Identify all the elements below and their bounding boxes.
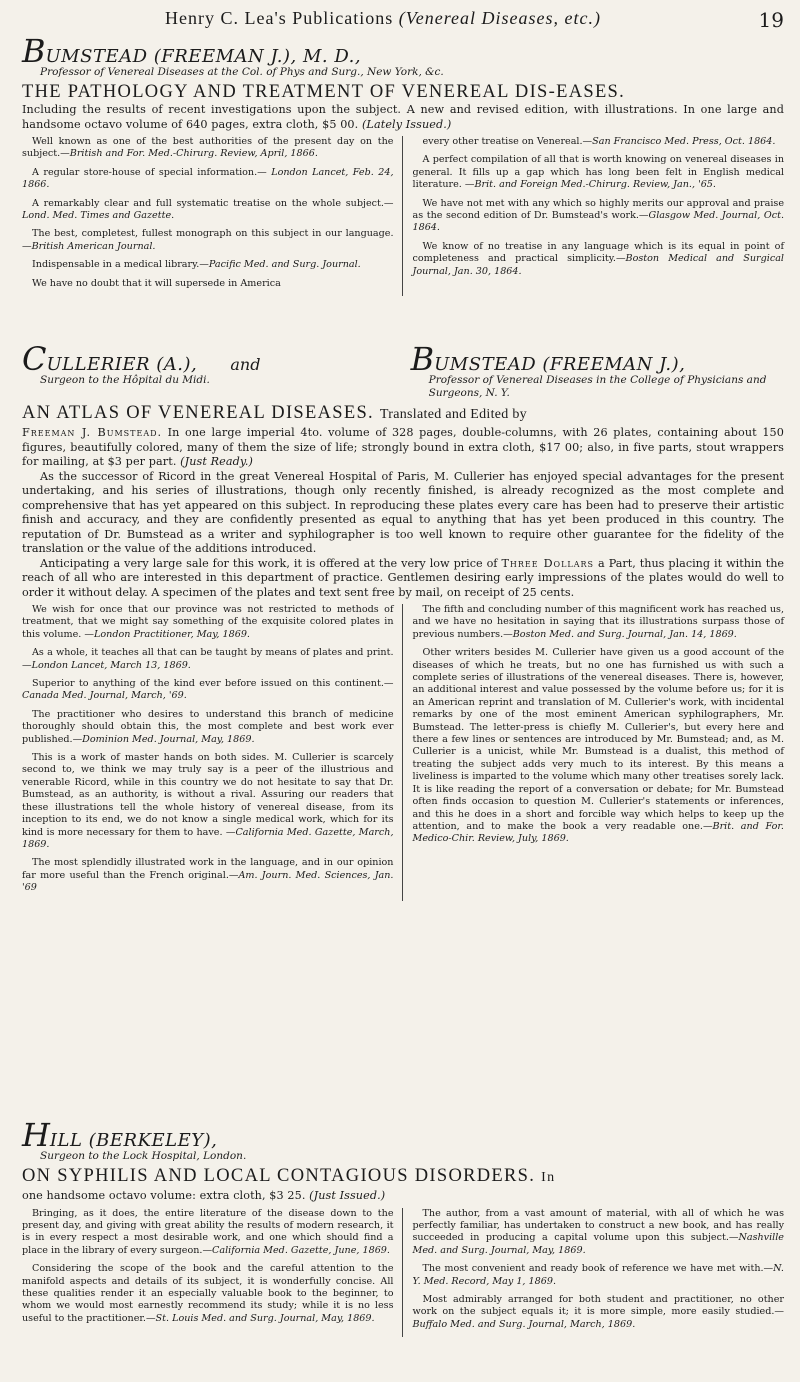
author-line [22, 32, 784, 70]
review-source: London Lancet, March 13, 1869. [31, 659, 191, 671]
review-quote [22, 647, 394, 672]
review-text: The most splendidly illustrated work in the language, and in our opinion far more useful than the French original.— [22, 857, 394, 881]
author-affiliation: Professor of Venereal Diseases in the College of Physicians and Surgeons, N. Y. [428, 374, 767, 399]
drop-initial: B [22, 32, 46, 70]
book-title: THE PATHOLOGY AND TREATMENT OF VENEREAL DIS-EASES. [22, 82, 626, 102]
drop-initial: H [22, 1116, 50, 1154]
book-title: ON SYPHILIS AND LOCAL CONTAGIOUS DISORDERS. [22, 1166, 536, 1186]
availability-note: (Just Issued.) [309, 1189, 386, 1202]
review-text: Indispensable in a medical library.— [32, 259, 209, 271]
review-source: Glasgow Med. Journal, Oct. 1864. [412, 210, 784, 234]
review-source: Canada Med. Journal, March, '69. [22, 690, 187, 702]
author-header-pair [22, 340, 784, 400]
review-column-left [22, 604, 403, 901]
review-source: Brit. and For. Medico-Chir. Review, July, 1869. [412, 820, 784, 845]
price-paragraph [22, 557, 784, 601]
review-text: Bringing, as it does, the entire literature of the disease down to the present day, and giving with great ability the results of modern research, it is in every respect a most desirable work, and one which should find a place in the library of every surgeon.— [22, 1207, 394, 1256]
description-text: In one large imperial 4to. volume of 328 pages, double-columns, with 26 plates, containing about 150 figures, beautifully colored, many of them the size of life; strongly bound in extra cloth, $17 00; also, in five parts, stout wrappers for mailing, at $3 per part. [22, 426, 784, 468]
review-source: Brit. and Foreign Med.-Chirurg. Review, Jan., '65. [474, 179, 716, 191]
review-text: A regular store-house of special information.— [32, 166, 272, 178]
review-text: Considering the scope of the book and the careful attention to the manifold aspects and details of its subject, it is wonderfully concise. All these qualities render it an especially valuable book to the beginner, to whom we would most earnestly recommend its study; while it is no less useful to the practitioner.— [22, 1263, 394, 1324]
description-text: one handsome octavo volume: extra cloth, $3 25. [22, 1189, 306, 1202]
review-quote [22, 752, 394, 851]
review-text: This is a work of master hands on both sides. M. Cullerier is scarcely second to, we think we may truly say is a peer of the illustrious and venerable Ricord, while in this country we do not hesitate to say that Dr. Bumstead, as an authority, is without a rival. Assuring our readers that these illustrations tell the whole history of venereal disease, from its inception to its end, we do not know a single medical work, which for its kind is more necessary for them to have. — [22, 752, 394, 838]
review-text: The author, from a vast amount of material, with all of which he was perfectly familiar, has undertaken to construct a new book, and has really succeeded in producing a capital volume upon this subject.— [412, 1207, 784, 1244]
review-source: London Lancet, Feb. 24, 1866. [22, 166, 394, 191]
review-source: Dominion Med. Journal, May, 1869. [82, 733, 255, 745]
running-head [22, 6, 784, 34]
price-text-post: a Part, thus placing it within the reach of all who are interested in this department of practice. Gentlemen desiring early impressions of the plates would do well to order it without delay. A specimen of the plates and text sent free by mail, on receipt of 25 cents. [22, 556, 785, 599]
review-text: We know of no treatise in any language which is its equal in point of completeness and practical simplicity.— [412, 240, 784, 265]
page [22, 0, 784, 1382]
review-quote [413, 1263, 785, 1288]
book-title-tail: In [541, 1170, 556, 1185]
review-columns [22, 136, 784, 296]
review-text: We have no doubt that it will supersede in America [32, 277, 281, 289]
author-affiliation: Professor of Venereal Diseases at the Col. of Phys and Surg., New York, &c. [40, 66, 444, 78]
review-source: California Med. Gazette, June, 1869. [212, 1244, 390, 1256]
review-text: We have not met with any which so highly merits our approval and praise as the second edition of Dr. Bumstead's work.— [412, 197, 784, 222]
review-quote [413, 647, 785, 846]
availability-note: (Just Ready.) [180, 455, 253, 468]
review-source: Buffalo Med. and Surg. Journal, March, 1869. [412, 1318, 636, 1330]
editor-name: Freeman J. Bumstead. [22, 426, 163, 439]
review-quote [22, 167, 394, 192]
review-text: Well known as one of the best authorities of the present day on the subject.— [22, 136, 394, 160]
review-text: A remarkably clear and full systematic treatise on the whole subject.— [32, 197, 394, 209]
review-quote [22, 709, 394, 746]
body-paragraph: As the successor of Ricord in the great Venereal Hospital of Paris, M. Cullerier has enjoyed special advantages for the present undertaking, and his series of illustrations, though only recently finished, is already recognized as the most complete and comprehensive that has yet appeared on this subject. In reproducing these plates every care has been had to preserve their artistic finish and accuracy, and they are confidently presented as equal to anything that has yet been produced in this country. The reputation of Dr. Bumstead as a writer and syphilographer is too well known to require other guarantee for the fidelity of the translation or the value of the additions introduced. [22, 469, 784, 555]
availability-note: (Lately Issued.) [361, 117, 452, 131]
book-entry-cullerier-atlas [22, 340, 785, 901]
book-title: AN ATLAS OF VENEREAL DISEASES. [22, 403, 374, 423]
review-column-right [413, 604, 785, 901]
book-entry-bumstead-pathology [22, 32, 784, 296]
review-column-left [22, 136, 403, 296]
review-source: N. Y. Med. Record, May 1, 1869. [412, 1263, 784, 1287]
author-block-bumstead [410, 340, 784, 400]
section-name: (Venereal Diseases, etc.) [398, 8, 601, 28]
review-text: Other writers besides M. Cullerier have given us a good account of the diseases of which he treats, but no one has furnished us with such a complete series of illustrations of the venereal diseases. There is, however, an additional interest and value possessed by the volume before us; for it is an American reprint and translation of M. Cullerier's work, with incidental remarks by one of the most eminent American syphilographers, Mr. Bumstead. The letter-press is chiefly M. Cullerier's, but every here and there a few lines or sentences are introduced by Mr. Bumstead; and, as M. Cullerier is a unicist, while Mr. Bumstead is a dualist, this method of treating the subject adds very much to its interest. By this means a liveliness is imparted to the volume which many other treatises sorely lack. It is like reading the report of a conversation or debate; for Mr. Bumstead often finds occasion to question M. Cullerier's statements or inferences, and this he does in a short and forcible way which helps to keep up the attention, and to make the book a very readable one.— [412, 647, 784, 832]
review-quote [413, 1294, 785, 1331]
review-columns [22, 1208, 784, 1338]
author-line [410, 340, 784, 378]
review-source: California Med. Gazette, March, 1869. [22, 826, 394, 850]
review-columns [22, 604, 784, 901]
review-source: Lond. Med. Times and Gazette. [22, 210, 175, 222]
drop-initial: C [22, 340, 47, 378]
author-name: ILL (BERKELEY), [49, 1130, 218, 1151]
price-text-pre: Anticipating a very large sale for this work, it is offered at the very low price of [40, 556, 498, 570]
review-quote [22, 136, 394, 161]
review-source: Boston Medical and Surgical Journal, Jan. 30, 1864. [412, 253, 784, 277]
author-name: UMSTEAD (FREEMAN J.), [434, 354, 686, 375]
review-text: The practitioner who desires to understand this branch of medicine thoroughly should obtain this, the most complete and best work ever published.— [22, 708, 394, 745]
author-block-cullerier [22, 340, 395, 400]
review-source: Boston Med. and Surg. Journal, Jan. 14, 1869. [512, 628, 737, 640]
running-title [22, 8, 744, 29]
review-quote [22, 604, 394, 641]
review-quote [413, 198, 785, 235]
review-quote [413, 136, 785, 148]
review-quote [413, 604, 785, 641]
author-name: UMSTEAD (FREEMAN J.), M. D., [45, 46, 362, 67]
review-quote [22, 1208, 394, 1258]
review-text: The best, completest, fullest monograph on this subject in our language.— [22, 228, 394, 252]
author-line [22, 1116, 784, 1154]
author-affiliation: Surgeon to the Lock Hospital, London. [40, 1150, 247, 1162]
review-source: Pacific Med. and Surg. Journal. [208, 259, 361, 271]
review-quote [413, 154, 785, 191]
review-text: The most convenient and ready book of reference we have met with.— [422, 1263, 774, 1275]
review-column-right [413, 136, 785, 296]
review-text: A perfect compilation of all that is worth knowing on venereal diseases in general. It fills up a gap which has long been felt in English medical literature. — [412, 154, 784, 191]
page-number: 19 [758, 8, 784, 32]
review-text: every other treatise on Venereal.— [422, 136, 593, 147]
publisher-name: Henry C. Lea's Publications [165, 8, 394, 28]
review-source: British American Journal. [31, 240, 156, 252]
review-text: The fifth and concluding number of this magnificent work has reached us, and we have no hesitation in saying that its illustrations surpass those of previous numbers.— [412, 604, 784, 640]
review-text: Superior to anything of the kind ever before issued on this continent.— [32, 678, 394, 690]
price-emphasis: Three Dollars [501, 556, 595, 570]
review-quote [22, 678, 394, 703]
review-source: Nashville Med. and Surg. Journal, May, 1869. [412, 1232, 784, 1256]
review-source: St. Louis Med. and Surg. Journal, May, 1869. [155, 1312, 375, 1324]
review-column-right [413, 1208, 785, 1338]
author-name: ULLERIER (A.), [46, 354, 198, 375]
review-quote [22, 1263, 394, 1325]
book-title-tail: Translated and Edited by [379, 407, 527, 422]
review-text: We wish for once that our province was not restricted to methods of treatment, that we might say something of the exquisite colored plates in this volume. — [22, 604, 394, 640]
book-description [22, 426, 784, 470]
author-line [22, 340, 395, 378]
review-quote [413, 1208, 785, 1258]
author-affiliation: Surgeon to the Hôpital du Midi. [40, 374, 210, 386]
review-source: Am. Journ. Med. Sciences, Jan. '69 [22, 869, 394, 894]
book-title-line [22, 402, 784, 426]
conjunction: and [230, 355, 261, 374]
drop-initial: B [410, 340, 435, 378]
review-source: British and For. Med.-Chirurg. Review, April, 1866. [69, 148, 318, 160]
review-column-left [22, 1208, 403, 1338]
book-entry-hill-syphilis [22, 1116, 784, 1337]
review-source: San Francisco Med. Press, Oct. 1864. [592, 136, 776, 147]
review-text: As a whole, it teaches all that can be taught by means of plates and print.— [22, 647, 394, 671]
review-quote [22, 198, 394, 223]
review-quote [22, 228, 394, 253]
review-quote [413, 241, 785, 278]
review-quote [22, 857, 394, 894]
book-description [22, 103, 784, 132]
review-source: London Practitioner, May, 1869. [94, 628, 250, 640]
review-quote [22, 278, 394, 290]
review-text: Most admirably arranged for both student and practitioner, no other work on the subject equals it; it is more simple, more easily studied.— [412, 1293, 784, 1318]
description-text: Including the results of recent investigations upon the subject. A new and revised edition, with illustrations. In one large and handsome octavo volume of 640 pages, extra cloth, $5 00. [22, 103, 784, 131]
book-title-line [22, 1165, 784, 1189]
book-description [22, 1189, 784, 1204]
review-quote [22, 259, 394, 271]
